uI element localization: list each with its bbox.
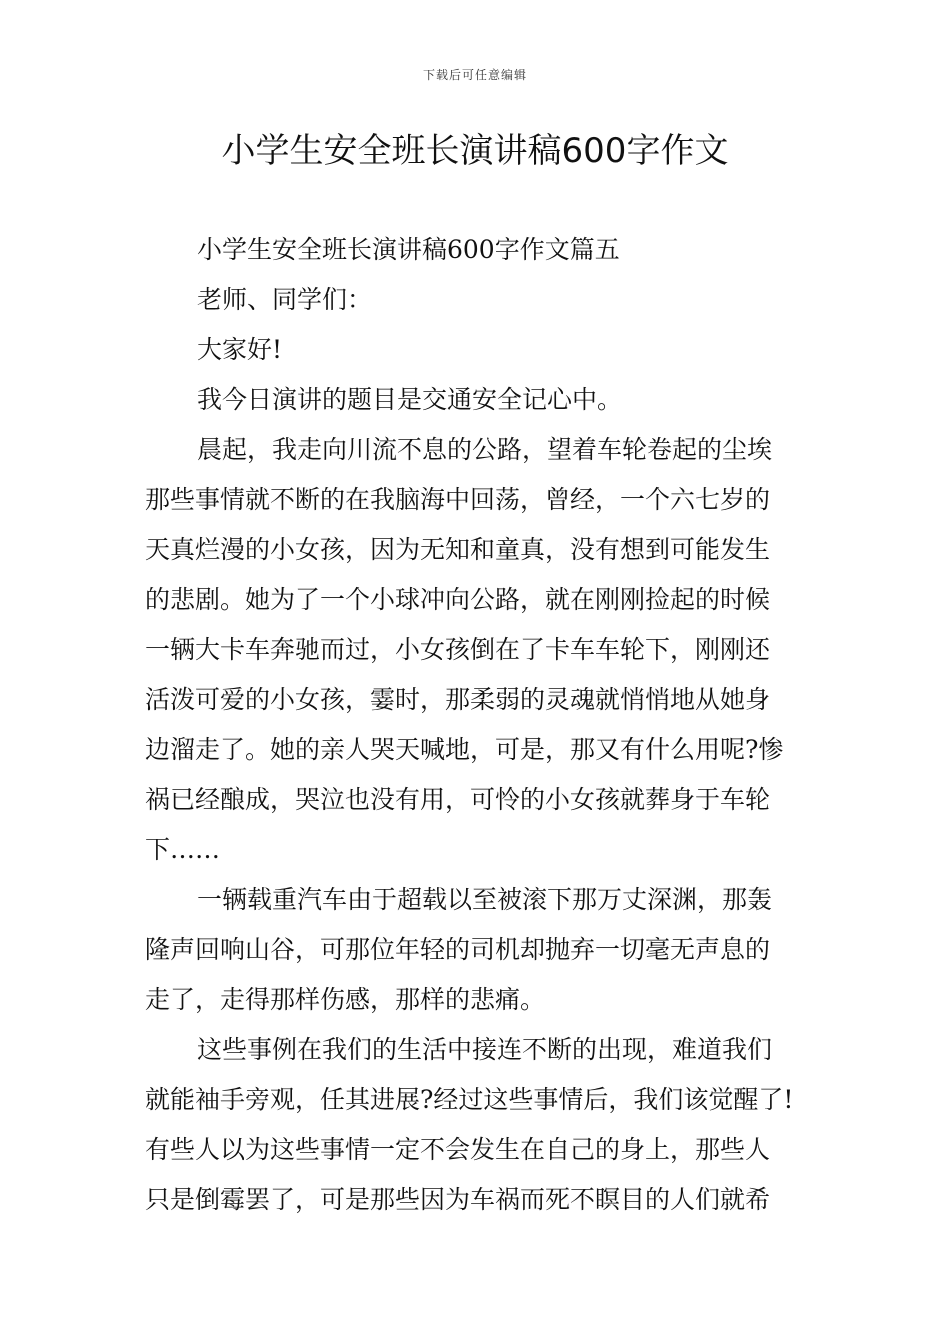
text-line: 的悲剧。她为了一个小球冲向公路，就在刚刚捡起的时候	[145, 585, 771, 614]
text-line: 下……	[145, 835, 221, 864]
text-line: 边溜走了。她的亲人哭天喊地，可是，那又有什么用呢?惨	[145, 735, 784, 764]
text-line: 老师、同学们：	[197, 285, 373, 314]
header-note: 下载后可任意编辑	[422, 68, 527, 82]
text-line: 有些人以为这些事情一定不会发生在自己的身上，那些人	[145, 1135, 771, 1164]
text-line: 只是倒霉罢了，可是那些因为车祸而死不瞑目的人们就希	[145, 1185, 771, 1214]
text-line: 隆声回响山谷，可那位年轻的司机却抛弃一切毫无声息的	[145, 935, 771, 964]
text-line: 我今日演讲的题目是交通安全记心中。	[197, 385, 623, 414]
text-line: 就能袖手旁观，任其进展?经过这些事情后，我们该觉醒了!	[145, 1085, 794, 1114]
text-line: 小学生安全班长演讲稿600字作文篇五	[197, 235, 620, 264]
text-line: 这些事例在我们的生活中接连不断的出现，难道我们	[197, 1035, 773, 1064]
text-line: 那些事情就不断的在我脑海中回荡，曾经，一个六七岁的	[145, 485, 771, 514]
text-line: 一辆载重汽车由于超载以至被滚下那万丈深渊，那轰	[197, 885, 773, 914]
text-line: 晨起，我走向川流不息的公路，望着车轮卷起的尘埃	[197, 435, 773, 464]
text-line: 天真烂漫的小女孩，因为无知和童真，没有想到可能发生	[145, 535, 771, 564]
document-title: 小学生安全班长演讲稿600字作文	[221, 131, 729, 171]
document-body	[145, 225, 810, 1225]
text-line: 走了，走得那样伤感，那样的悲痛。	[145, 985, 546, 1014]
text-line: 一辆大卡车奔驰而过，小女孩倒在了卡车车轮下，刚刚还	[145, 635, 771, 664]
text-line: 活泼可爱的小女孩，霎时，那柔弱的灵魂就悄悄地从她身	[145, 685, 771, 714]
text-line: 大家好!	[197, 335, 283, 364]
text-line: 祸已经酿成，哭泣也没有用，可怜的小女孩就葬身于车轮	[145, 785, 771, 814]
